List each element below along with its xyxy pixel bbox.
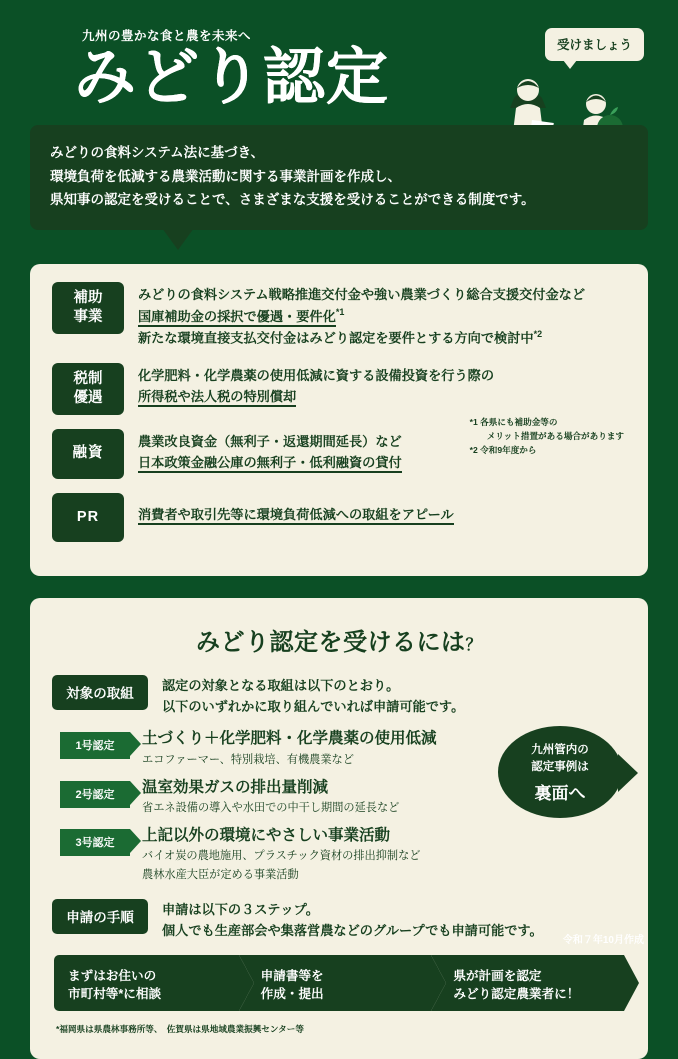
ribbon-cert-1: 1号認定 — [60, 732, 130, 759]
list-item — [60, 826, 626, 883]
lead-box — [30, 125, 648, 230]
procedure-pill: 申請の手順 — [52, 899, 148, 934]
benefit-row — [52, 493, 626, 543]
procedure-line-1: 申請は以下の３ステップ。 — [162, 901, 319, 917]
step-3-line-2: みどり認定農業者に！ — [453, 987, 580, 1002]
benefit-body-loan — [138, 429, 402, 474]
benefit-tag-subsidy — [52, 282, 124, 334]
callout-line-1: 九州管内の — [531, 744, 589, 757]
benefit-note-1: *1 各県にも補助金等の — [469, 417, 558, 428]
benefit-sup-2: *2 — [533, 329, 543, 340]
benefit-tag-pr — [52, 493, 124, 543]
step-1-line-2: 市町村等*に相談 — [68, 987, 162, 1002]
ribbon-cert-3: 3号認定 — [60, 829, 130, 856]
target-section-head — [52, 675, 626, 717]
lead-line-1: みどりの食料システム法に基づき、 — [50, 145, 265, 161]
item-title-2: 温室効果ガスの排出量削減 — [142, 778, 329, 796]
item-title-1: 土づくり＋化学肥料・化学農薬の使用低減 — [142, 730, 437, 748]
benefit-body-subsidy — [138, 282, 585, 349]
hero-section — [0, 0, 678, 112]
benefit-tag-line1: 融資 — [72, 445, 104, 462]
step-2-line-1: 申請書等を — [260, 969, 324, 984]
item-sub-1: エコファーマー、特別栽培、有機農業など — [142, 753, 354, 766]
speech-bubble: 受けましょう — [545, 28, 644, 61]
benefit-note-3: *2 令和9年度から — [469, 444, 537, 455]
callout-line-2: 認定事例は — [531, 760, 589, 773]
step-2 — [239, 955, 432, 1011]
benefit-text-2: 国庫補助金の採択で優遇・要件化 — [138, 309, 336, 327]
callout-line-3: 裏面へ — [534, 783, 586, 803]
page-footer-date: 令和７年10月作成 — [562, 935, 644, 946]
lead-line-3: 県知事の認定を受けることで、さまざまな支援を受けることができる制度です。 — [50, 192, 535, 208]
benefit-tag-loan — [52, 429, 124, 479]
benefit-sup-1: *1 — [335, 307, 345, 318]
item-body-2 — [142, 778, 399, 816]
benefit-tag-line1: 補助 — [73, 290, 103, 307]
callout-arrow-icon — [618, 754, 638, 792]
benefit-note-2: メリット措置がある場合があります — [469, 430, 624, 441]
benefit-row — [52, 282, 626, 349]
benefit-tag-tax — [52, 363, 124, 415]
item-body-3 — [142, 826, 420, 883]
benefit-tag-line1: PR — [76, 508, 100, 525]
hero-kicker: 九州の豊かな食と農を未来へ — [82, 29, 252, 43]
benefit-text-1: みどりの食料システム戦略推進交付金や強い農業づくり総合支援交付金など — [138, 287, 586, 303]
howto-title — [52, 622, 626, 657]
target-pill: 対象の取組 — [52, 675, 148, 710]
howto-card — [30, 598, 648, 1059]
target-line-2: 以下のいずれかに取り組んでいれば申請可能です。 — [162, 699, 465, 715]
target-line-1: 認定の対象となる取組は以下のとおり。 — [162, 678, 400, 694]
benefit-text-1: 化学肥料・化学農薬の使用低減に資する設備投資を行う際の — [138, 368, 495, 384]
step-3-line-1: 県が計画を認定 — [453, 969, 542, 984]
item-body-1 — [142, 729, 437, 767]
step-1-line-1: まずはお住いの — [68, 969, 157, 984]
benefit-tag-line2: 事業 — [73, 308, 103, 325]
lead-box-wrapper — [30, 125, 648, 230]
steps-flow — [54, 955, 624, 1011]
benefit-body-pr — [138, 493, 454, 525]
lead-box-tail — [162, 228, 194, 250]
procedure-text — [162, 899, 543, 941]
benefit-text-1: 農業改良資金（無利子・返還期間延長）など — [138, 434, 402, 450]
page-title: みどり認定 — [74, 43, 390, 112]
procedure-line-2: 個人でも生産部会や集落営農などのグループでも申請可能です。 — [162, 922, 543, 938]
item-sub-3a: バイオ炭の農地施用、プラスチック資材の排出抑制など — [142, 850, 421, 863]
item-title-3: 上記以外の環境にやさしい事業活動 — [142, 827, 391, 845]
benefits-card — [30, 264, 648, 576]
howto-title-mark: ？ — [465, 637, 482, 655]
benefit-text-3: 新たな環境直接支払交付金はみどり認定を要件とする方向で検討中 — [138, 330, 534, 346]
item-sub-2: 省エネ設備の導入や水田での中干し期間の延長など — [142, 801, 400, 814]
ribbon-cert-2: 2号認定 — [60, 781, 130, 808]
target-text — [162, 675, 464, 717]
back-page-callout[interactable] — [498, 726, 622, 818]
benefit-row — [52, 363, 626, 415]
benefit-notes — [470, 416, 624, 457]
benefit-tag-line1: 税制 — [73, 371, 103, 388]
step-2-line-2: 作成・提出 — [260, 987, 324, 1002]
benefit-text-2: 消費者や取引先等に環境負荷低減への取組をアピール — [138, 507, 454, 525]
lead-line-2: 環境負荷を低減する農業活動に関する事業計画を作成し、 — [50, 168, 401, 184]
howto-footnote: *福岡県は県農林事務所等、 佐賀県は県地域農業振興センター等 — [56, 1024, 304, 1035]
step-3 — [431, 955, 624, 1011]
procedure-section-head — [52, 899, 626, 941]
benefit-body-tax — [138, 363, 494, 408]
benefit-text-2: 所得税や法人税の特別償却 — [138, 389, 296, 407]
benefit-tag-line2: 優遇 — [73, 389, 103, 406]
step-1 — [54, 955, 239, 1011]
item-sub-3b: 農林水産大臣が定める事業活動 — [142, 868, 299, 881]
benefit-text-2: 日本政策金融公庫の無利子・低利融資の貸付 — [138, 455, 402, 473]
howto-title-text: みどり認定を受けるには — [195, 629, 466, 657]
